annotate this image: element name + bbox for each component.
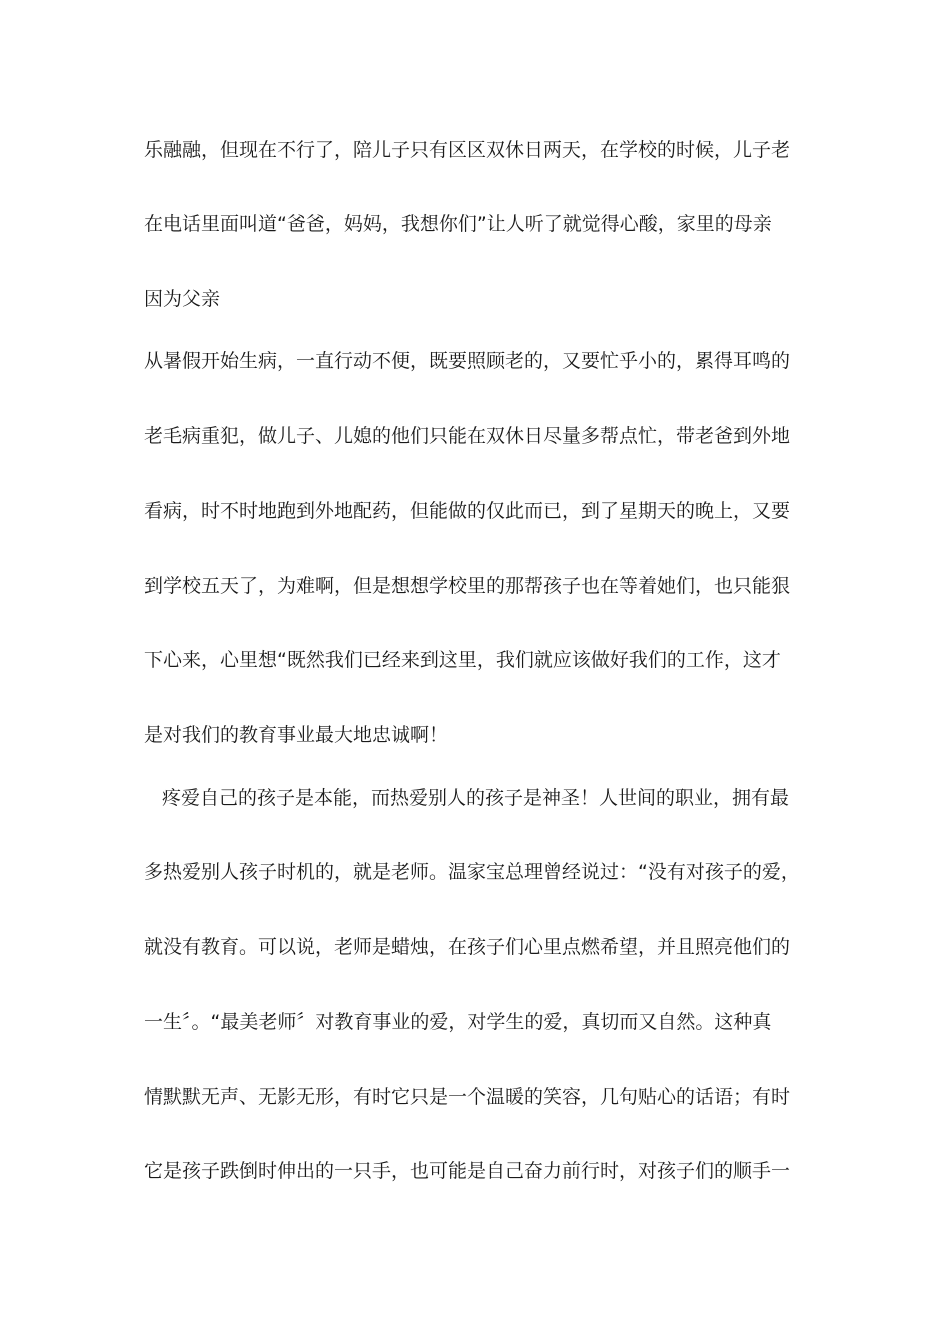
text-line: 因为父亲 xyxy=(144,288,221,310)
text-line: 一生〞。“最美老师〞对教育事业的爱，对学生的爱，真切而又自然。这种真 xyxy=(144,1011,772,1033)
text-line: 是对我们的教育事业最大地忠诚啊！ xyxy=(144,724,449,746)
text-line: 老毛病重犯，做儿子、儿媳的他们只能在双休日尽量多帮点忙，带老爸到外地 xyxy=(144,425,791,447)
text-line: 下心来，心里想“既然我们已经来到这里，我们就应该做好我们的工作，这才 xyxy=(144,649,781,671)
text-line: 情默默无声、无影无形，有时它只是一个温暖的笑容，几句贴心的话语；有时 xyxy=(144,1086,791,1108)
text-line: 多热爱别人孩子时机的，就是老师。温家宝总理曾经说过：“没有对孩子的爱， xyxy=(144,861,800,883)
text-line: 从暑假开始生病，一直行动不便，既要照顾老的，又要忙乎小的，累得耳鸣的 xyxy=(144,350,791,372)
text-line: 看病，时不时地跑到外地配药，但能做的仅此而已，到了星期天的晚上，又要 xyxy=(144,500,791,522)
text-line: 乐融融，但现在不行了，陪儿子只有区区双休日两天，在学校的时候，儿子老 xyxy=(144,139,791,161)
text-line: 到学校五天了，为难啊，但是想想学校里的那帮孩子也在等着她们，也只能狠 xyxy=(144,575,791,597)
text-line: 它是孩子跌倒时伸出的一只手，也可能是自己奋力前行时，对孩子们的顺手一 xyxy=(144,1160,791,1182)
paragraph-first-line: 疼爱自己的孩子是本能，而热爱别人的孩子是神圣！人世间的职业，拥有最 xyxy=(162,787,790,809)
text-line: 在电话里面叫道“爸爸，妈妈，我想你们”让人听了就觉得心酸，家里的母亲 xyxy=(144,213,772,235)
text-line: 就没有教育。可以说，老师是蜡烛，在孩子们心里点燃希望，并且照亮他们的 xyxy=(144,936,791,958)
